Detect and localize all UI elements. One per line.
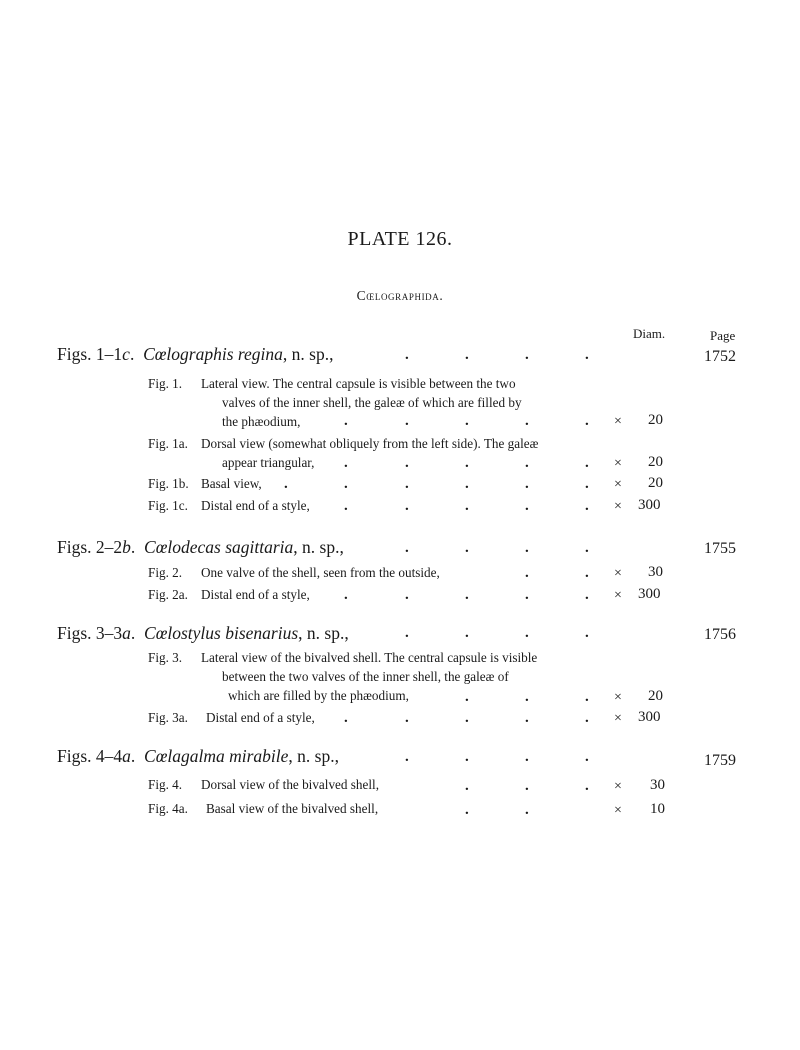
magnification-cross: × bbox=[614, 711, 622, 726]
figure-label: Fig. 1b. bbox=[148, 476, 189, 491]
figure-label: Fig. 3. bbox=[148, 650, 183, 665]
magnification-cross: × bbox=[614, 779, 622, 794]
plate-title: PLATE 126. bbox=[347, 228, 453, 250]
leader-dot: . bbox=[465, 455, 469, 471]
leader-dot: . bbox=[344, 455, 348, 471]
leader-dot: . bbox=[585, 710, 589, 726]
leader-dot: . bbox=[344, 413, 348, 429]
figure-description-line: valves of the inner shell, the galeæ of which are filled by bbox=[222, 395, 522, 410]
leader-dot: . bbox=[585, 778, 589, 794]
figure-diam: 20 bbox=[648, 412, 663, 428]
figure-description-line: the phæodium, bbox=[222, 414, 301, 429]
species-name: Cœlographis regina bbox=[143, 344, 283, 364]
magnification-cross: × bbox=[614, 803, 622, 818]
magnification-cross: × bbox=[614, 566, 622, 581]
leader-dot: . bbox=[344, 710, 348, 726]
leader-dot: . bbox=[525, 689, 529, 705]
figure-diam: 30 bbox=[648, 564, 663, 580]
leader-dot: . bbox=[585, 455, 589, 471]
leader-dot: . bbox=[585, 565, 589, 581]
leader-dot: . bbox=[405, 476, 409, 492]
leader-dot: . bbox=[585, 689, 589, 705]
leader-dot: . bbox=[525, 540, 529, 556]
leader-dot: . bbox=[465, 413, 469, 429]
species-figs-range: Figs. 1–1 bbox=[57, 344, 123, 364]
leader-dot: . bbox=[525, 347, 529, 363]
leader-dot: . bbox=[525, 498, 529, 514]
figure-description-line: which are filled by the phæodium, bbox=[228, 688, 409, 703]
species-page: 1755 bbox=[704, 540, 736, 557]
figure-diam: 20 bbox=[648, 454, 663, 470]
figure-description-line: appear triangular, bbox=[222, 455, 315, 470]
species-entry: Figs. 4–4a. Cœlagalma mirabile, n. sp., bbox=[57, 746, 339, 766]
figure-description-line: between the two valves of the inner shell, the galeæ of bbox=[222, 669, 509, 684]
diam-column-header: Diam. bbox=[633, 326, 666, 341]
leader-dot: . bbox=[465, 778, 469, 794]
family-heading: Cœlographida. bbox=[356, 288, 444, 303]
leader-dot: . bbox=[585, 625, 589, 641]
leader-dot: . bbox=[284, 476, 288, 492]
leader-dot: . bbox=[585, 587, 589, 603]
figure-description-line: Distal end of a style, bbox=[201, 587, 310, 602]
leader-dot: . bbox=[525, 587, 529, 603]
species-page: 1756 bbox=[704, 626, 736, 643]
leader-dot: . bbox=[525, 710, 529, 726]
magnification-cross: × bbox=[614, 499, 622, 514]
figure-description-line: Lateral view. The central capsule is visible between the two bbox=[201, 376, 516, 391]
figure-description-line: Basal view of the bivalved shell, bbox=[206, 801, 379, 816]
leader-dot: . bbox=[405, 625, 409, 641]
figure-label: Fig. 2a. bbox=[148, 587, 188, 602]
figure-diam: 20 bbox=[648, 688, 663, 704]
magnification-cross: × bbox=[614, 477, 622, 492]
leader-dot: . bbox=[344, 498, 348, 514]
species-page: 1752 bbox=[704, 348, 736, 365]
leader-dot: . bbox=[465, 689, 469, 705]
leader-dot: . bbox=[525, 625, 529, 641]
species-suffix: , n. sp., bbox=[288, 746, 339, 766]
leader-dot: . bbox=[465, 802, 469, 818]
leader-dot: . bbox=[525, 413, 529, 429]
species-figs-range: Figs. 3–3 bbox=[57, 623, 123, 643]
magnification-cross: × bbox=[614, 588, 622, 603]
figure-diam: 300 bbox=[638, 709, 661, 725]
magnification-cross: × bbox=[614, 690, 622, 705]
species-figs-range: Figs. 4–4 bbox=[57, 746, 123, 766]
species-figs-letter: a bbox=[122, 746, 131, 766]
leader-dot: . bbox=[585, 476, 589, 492]
leader-dot: . bbox=[465, 710, 469, 726]
figure-label: Fig. 4. bbox=[148, 777, 183, 792]
figure-description-line: One valve of the shell, seen from the outside, bbox=[201, 565, 440, 580]
figure-description-line: Lateral view of the bivalved shell. The central capsule is visible bbox=[201, 650, 538, 665]
figure-label: Fig. 2. bbox=[148, 565, 183, 580]
leader-dot: . bbox=[344, 476, 348, 492]
species-figs-range: Figs. 2–2 bbox=[57, 537, 123, 557]
species-figs-letter: b bbox=[122, 537, 131, 557]
species-suffix: , n. sp., bbox=[293, 537, 344, 557]
figure-diam: 20 bbox=[648, 475, 663, 491]
leader-dot: . bbox=[405, 455, 409, 471]
figure-label: Fig. 1a. bbox=[148, 436, 188, 451]
figure-label: Fig. 1c. bbox=[148, 498, 188, 513]
leader-dot: . bbox=[525, 455, 529, 471]
leader-dot: . bbox=[465, 587, 469, 603]
figure-diam: 10 bbox=[650, 801, 665, 817]
species-name: Cœlostylus bisenarius bbox=[144, 623, 299, 643]
leader-dot: . bbox=[344, 587, 348, 603]
leader-dot: . bbox=[525, 778, 529, 794]
leader-dot: . bbox=[525, 565, 529, 581]
leader-dot: . bbox=[585, 540, 589, 556]
species-entry: Figs. 3–3a. Cœlostylus bisenarius, n. sp., bbox=[57, 623, 349, 643]
species-suffix: , n. sp., bbox=[282, 344, 334, 364]
figure-description-line: Dorsal view of the bivalved shell, bbox=[201, 777, 379, 792]
figure-description-line: Distal end of a style, bbox=[201, 498, 310, 513]
leader-dot: . bbox=[465, 625, 469, 641]
magnification-cross: × bbox=[614, 456, 622, 471]
species-suffix: , n. sp., bbox=[298, 623, 349, 643]
leader-dot: . bbox=[585, 347, 589, 363]
figure-label: Fig. 3a. bbox=[148, 710, 188, 725]
leader-dot: . bbox=[585, 413, 589, 429]
magnification-cross: × bbox=[614, 414, 622, 429]
species-name: Cœlodecas sagittaria bbox=[144, 537, 294, 557]
species-figs-letter: a bbox=[122, 623, 131, 643]
figure-label: Fig. 4a. bbox=[148, 801, 188, 816]
leader-dot: . bbox=[525, 802, 529, 818]
page-column-header: Page bbox=[710, 328, 736, 343]
leader-dot: . bbox=[525, 749, 529, 765]
species-name: Cœlagalma mirabile bbox=[144, 746, 289, 766]
species-figs-letter: c bbox=[122, 344, 130, 364]
leader-dot: . bbox=[405, 413, 409, 429]
figure-description-line: Distal end of a style, bbox=[206, 710, 315, 725]
figure-diam: 300 bbox=[638, 586, 661, 602]
species-entry: Figs. 1–1c. Cœlographis regina, n. sp., bbox=[57, 344, 334, 364]
figure-label: Fig. 1. bbox=[148, 376, 183, 391]
figure-description-line: Dorsal view (somewhat obliquely from the left side). The galeæ bbox=[201, 436, 539, 451]
leader-dot: . bbox=[405, 498, 409, 514]
figure-description-line: Basal view, bbox=[201, 476, 262, 491]
leader-dot: . bbox=[465, 498, 469, 514]
leader-dot: . bbox=[465, 347, 469, 363]
leader-dot: . bbox=[405, 347, 409, 363]
leader-dot: . bbox=[585, 498, 589, 514]
leader-dot: . bbox=[405, 749, 409, 765]
leader-dot: . bbox=[465, 540, 469, 556]
leader-dot: . bbox=[405, 587, 409, 603]
leader-dot: . bbox=[525, 476, 529, 492]
figure-diam: 300 bbox=[638, 497, 661, 513]
figure-diam: 30 bbox=[650, 777, 665, 793]
leader-dot: . bbox=[405, 540, 409, 556]
species-page: 1759 bbox=[704, 752, 736, 769]
leader-dot: . bbox=[405, 710, 409, 726]
leader-dot: . bbox=[465, 476, 469, 492]
leader-dot: . bbox=[465, 749, 469, 765]
leader-dot: . bbox=[585, 749, 589, 765]
species-entry: Figs. 2–2b. Cœlodecas sagittaria, n. sp., bbox=[57, 537, 344, 557]
